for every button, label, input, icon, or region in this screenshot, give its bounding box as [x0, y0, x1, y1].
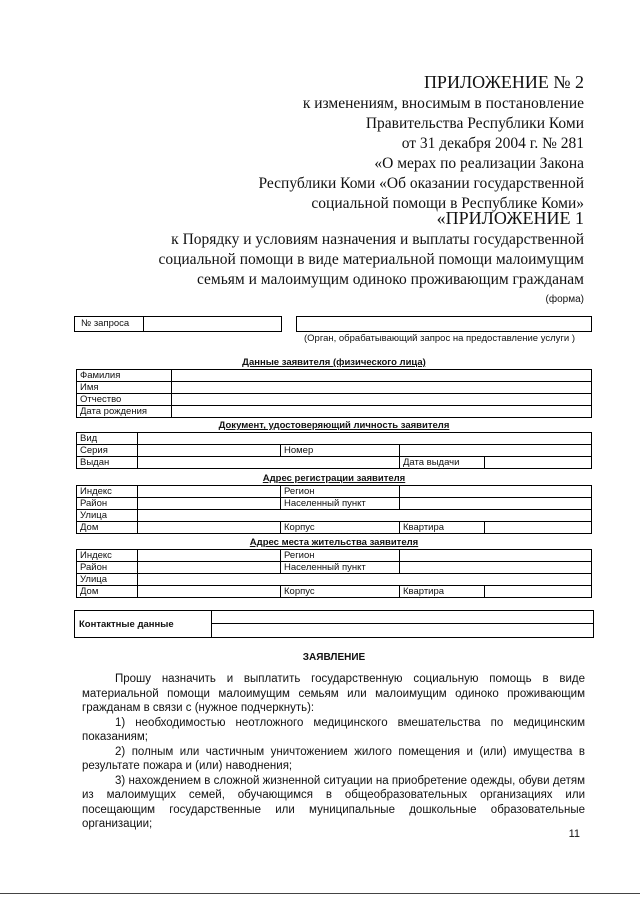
row-label: Дом — [77, 522, 138, 534]
table-row — [77, 522, 592, 534]
document-header — [259, 70, 585, 214]
table-row — [77, 586, 592, 598]
row-label: Номер — [281, 445, 400, 457]
request-number-label: № запроса — [75, 317, 144, 331]
index-field[interactable] — [138, 486, 281, 498]
statement-body — [82, 672, 585, 832]
appendix-title: «ПРИЛОЖЕНИЕ 1 — [436, 208, 584, 228]
table-row — [77, 394, 592, 406]
patronymic-field[interactable] — [172, 394, 592, 406]
table-row — [77, 370, 592, 382]
organ-caption: (Орган, обрабатывающий запрос на предоставление услуги ) — [304, 333, 575, 344]
header-line: Республики Коми «Об оказании государственной — [258, 175, 584, 192]
row-label: Район — [77, 562, 138, 574]
row-label: Имя — [77, 382, 172, 394]
table-row — [77, 433, 592, 445]
table-row — [77, 498, 592, 510]
header-line: семьям и малоимущим одиноко проживающим гражданам — [196, 271, 584, 288]
statement-paragraph: 1) необходимостью неотложного медицинского вмешательства по медицинским показаниям; — [82, 716, 585, 743]
number-field[interactable] — [400, 445, 592, 457]
street-field[interactable] — [138, 510, 592, 522]
index-field[interactable] — [138, 550, 281, 562]
row-label: Квартира — [400, 522, 485, 534]
region-field[interactable] — [400, 550, 592, 562]
header-line: Правительства Республики Коми — [365, 115, 584, 132]
contact-box — [74, 610, 594, 638]
table-row — [77, 457, 592, 469]
locality-field[interactable] — [400, 498, 592, 510]
row-label: Корпус — [281, 586, 400, 598]
row-label: Серия — [77, 445, 138, 457]
series-field[interactable] — [138, 445, 281, 457]
table-row — [77, 550, 592, 562]
appendix-title: ПРИЛОЖЕНИЕ № 2 — [423, 72, 584, 92]
row-label: Отчество — [77, 394, 172, 406]
region-field[interactable] — [400, 486, 592, 498]
table-row — [77, 510, 592, 522]
row-label: Район — [77, 498, 138, 510]
row-label: Населенный пункт — [281, 562, 400, 574]
row-label: Индекс — [77, 550, 138, 562]
birthdate-field[interactable] — [172, 406, 592, 418]
row-label: Корпус — [281, 522, 400, 534]
request-number-box — [74, 316, 282, 332]
district-field[interactable] — [138, 498, 281, 510]
house-field[interactable] — [138, 522, 281, 534]
table-row — [77, 486, 592, 498]
row-label: Регион — [281, 486, 400, 498]
table-row — [77, 406, 592, 418]
locality-field[interactable] — [400, 562, 592, 574]
row-label: Квартира — [400, 586, 485, 598]
bottom-divider — [0, 893, 640, 894]
header-line: к изменениям, вносимым в постановление — [302, 95, 584, 112]
header-line: к Порядку и условиям назначения и выплаты государственной — [171, 231, 584, 248]
contact-label: Контактные данные — [75, 611, 212, 637]
statement-title: ЗАЯВЛЕНИЕ — [302, 652, 366, 663]
issue-date-field[interactable] — [485, 457, 592, 469]
applicant-table — [76, 369, 592, 418]
header-line: социальной помощи в Республике Коми» — [311, 195, 584, 212]
row-label: Дата рождения — [77, 406, 172, 418]
surname-field[interactable] — [172, 370, 592, 382]
row-label: Выдан — [77, 457, 138, 469]
table-row — [77, 382, 592, 394]
apartment-field[interactable] — [485, 522, 592, 534]
reg-address-section-title: Адрес регистрации заявителя — [262, 473, 406, 484]
applicant-section-title: Данные заявителя (физического лица) — [242, 357, 426, 368]
house-field[interactable] — [138, 586, 281, 598]
header-line: «О мерах по реализации Закона — [374, 155, 584, 172]
form-label: (форма) — [545, 294, 584, 305]
request-number-field[interactable] — [144, 317, 281, 331]
organ-field[interactable] — [296, 316, 592, 332]
row-label: Регион — [281, 550, 400, 562]
apartment-field[interactable] — [485, 586, 592, 598]
row-label: Дата выдачи — [400, 457, 485, 469]
row-label: Улица — [77, 574, 138, 586]
row-label: Вид — [77, 433, 138, 445]
live-address-table — [76, 549, 592, 598]
live-address-section-title: Адрес места жительства заявителя — [249, 537, 419, 548]
table-row — [77, 562, 592, 574]
document-subheader — [158, 206, 584, 290]
statement-paragraph: 2) полным или частичным уничтожением жилого помещения и (или) имущества в результате пожара и (или) наводнения; — [82, 745, 585, 772]
page-number: 11 — [568, 828, 580, 840]
row-label: Населенный пункт — [281, 498, 400, 510]
reg-address-table — [76, 485, 592, 534]
street-field[interactable] — [138, 574, 592, 586]
statement-paragraph: 3) нахождением в сложной жизненной ситуации на приобретение одежды, обуви детям из малоимущих семей, обучающимся в общеобразовательных организациях или посещающим государственные или муниципальные дошкольные образовательные организации; — [82, 774, 585, 830]
table-row — [77, 445, 592, 457]
header-line: социальной помощи в виде материальной помощи малоимущим — [158, 251, 584, 268]
row-label: Дом — [77, 586, 138, 598]
document-section-title: Документ, удостоверяющий личность заявителя — [218, 420, 450, 431]
doc-type-field[interactable] — [138, 433, 592, 445]
row-label: Улица — [77, 510, 138, 522]
name-field[interactable] — [172, 382, 592, 394]
row-label: Фамилия — [77, 370, 172, 382]
row-label: Индекс — [77, 486, 138, 498]
statement-paragraph: Прошу назначить и выплатить государственную социальную помощь в виде материальной помощи малоимущим семьям или малоимущим одиноко проживающим гражданам в связи с (нужное подчеркнуть): — [82, 673, 585, 714]
contact-field[interactable] — [212, 611, 593, 637]
district-field[interactable] — [138, 562, 281, 574]
table-row — [77, 574, 592, 586]
document-table — [76, 432, 592, 469]
header-line: от 31 декабря 2004 г. № 281 — [401, 135, 584, 152]
issued-by-field[interactable] — [138, 457, 400, 469]
